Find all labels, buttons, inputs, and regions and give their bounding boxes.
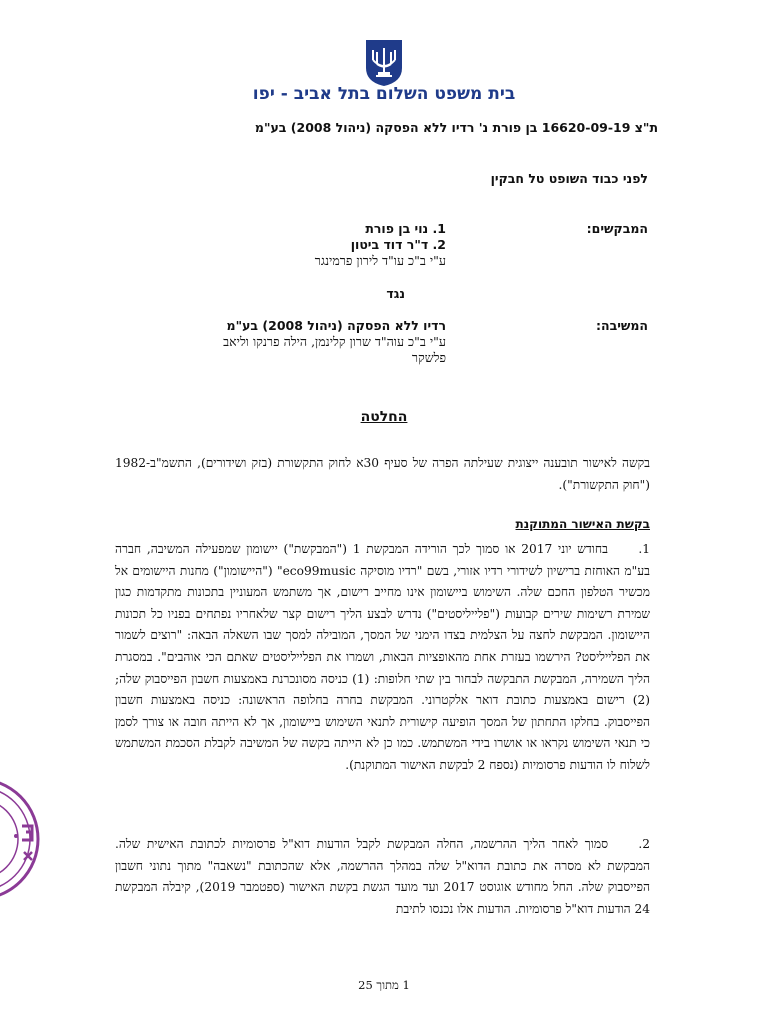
versus-label: נגד <box>386 286 405 301</box>
paragraph-1 <box>115 539 650 777</box>
applicant-1: 1. נוי בן פורת <box>365 221 446 236</box>
paragraph-number: 2. <box>638 837 650 851</box>
decision-title: החלטה <box>360 409 408 425</box>
case-title: ת"צ 16620-09-19 בן פורת נ' רדיו ללא הפסקה (ניהול 2008) בע"מ <box>254 120 658 135</box>
applicants-counsel: ע"י ב"כ עו"ד לירון פרמינגר <box>314 253 446 268</box>
section-heading: בקשת האישור המתוקנת <box>515 517 650 531</box>
paragraph-number: 1. <box>638 542 650 556</box>
intro-paragraph: בקשה לאישור תובענה ייצוגית שעילתה הפרה של סעיף 30א לחוק התקשורת (בזק ושידורים), התשמ"ב-1982 ("חוק התקשורת"). <box>115 456 650 492</box>
respondent-name: רדיו ללא הפסקה (ניהול 2008) בע"מ <box>226 318 446 333</box>
respondent-counsel: ע"י ב"כ עוה"ד שרון קלינמן, הילה פרנקו וליאב <box>223 334 446 349</box>
applicant-2: 2. ד"ר דוד ביטון <box>350 237 446 252</box>
paragraph-text: סמוך לאחר הליך ההרשמה, החלה המבקשת לקבל הודעות דוא"ל פרסומיות לכתובת האישית שלה. המבקשת לא מסרה את כתובת הדוא"ל שלה במהלך ההרשמה, אלא שהכתובת "נשאבה" מתוך נתוני חשבון הפייסבוק שלה. החל מחודש אוגוסט 2017 ועד מועד הגשת בקשת האישור (ספטמבר 2019), קיבלה המבקשת 24 הודעות דוא"ל פרסומיות. הודעות אלו נכנסו לתיבת <box>115 837 651 916</box>
paragraph-2 <box>115 834 650 920</box>
court-name: בית משפט השלום בתל אביב - יפו <box>252 84 516 104</box>
applicants-label: המבקשים: <box>586 221 648 236</box>
respondent-label: המשיבה: <box>595 318 648 333</box>
court-stamp-icon <box>0 774 42 904</box>
page-number: 1 מתוך 25 <box>358 978 410 992</box>
paragraph-text: בחודש יוני 2017 או סמוך לכך הורידה המבקשת 1 ("המבקשת") יישומון שמפעילה המשיבה, חברה בע"מ האוחזת ברישיון לשידורי רדיו אזורי, בשם "רדיו מוסיקה eco99music" ("היישומון") מחנות היישומים אל מכשיר הטלפון החכם שלה. השימוש ביישומון אינו מחייב רישום, אך משתמש המעוניין בתכונות מתקדמות כגון שמירת רשימות שירים קבועות ("פלייליסטים") נדרש לבצע הליך רישום קצר שלאחריו נפתחים בפניו כל תכונות היישומון. המבקשת לחצה על הצלמית בצדו הימני של המסך, המובילה למסך שבו השאלה הבאה: "רוצים לשמור את הפלייליסט? הירשמו בעזרת אחת מהאופציות הבאות, ושמרו את הפלייליסטים שאתם הכי אוהבים". במסגרת הליך השמירה, המבקשת התבקשה לבחור בין שתי חלופות: (1) כניסה מסונכרנת באמצעות חשבון הפייסבוק שלה; (2) רישום באמצעות כתובת דואר אלקטרוני. המבקשת בחרה בחלופה הראשונה: כניסה באמצעות חשבון הפייסבוק. בחלקו התחתון של המסך הופיעה קישורית לתנאי השימוש ביישומון, אך לא הייתה חובה או צורך לסמן כי תנאי השימוש נקראו או אושרו בידי המשתמש. כמו כן לא הייתה בקשה של המשיבה לקבלת הסכמת המשתמש לשלוח לו הודעות פרסומיות (נספח 2 לבקשת האישור המתוקנת). <box>115 542 650 772</box>
respondent-counsel-cont: פלשקר <box>411 350 446 365</box>
state-emblem-icon <box>362 38 406 88</box>
judge-line: לפני כבוד השופט טל חבקין <box>490 171 648 186</box>
